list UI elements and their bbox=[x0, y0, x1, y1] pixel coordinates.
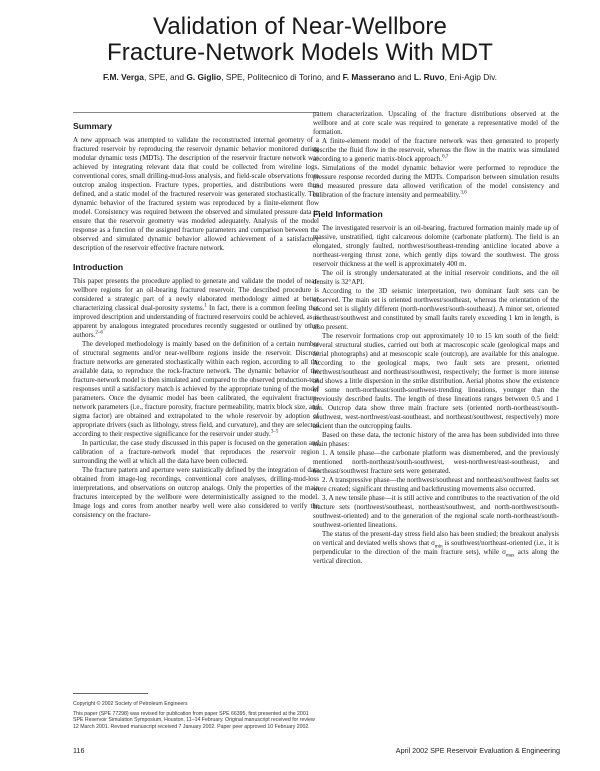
page-number: 116 bbox=[73, 746, 85, 755]
subscript: min bbox=[434, 544, 443, 550]
author-name: F.M. Verga bbox=[102, 72, 144, 82]
body-text: acts along the vertical direction. bbox=[313, 548, 559, 565]
field-paragraph-4: The reservoir formations crop out approximately 10 to 15 km south of the field: several structural studies, carried out both at macroscopic scale (geological maps and aerial photographs) and at mesoscopic scale (outcrop), are available for this analogue. According to the geological maps, two fault sets are present, oriented northwest/southeast and northeast/southwest, respectively; the former is more intense and shows a little dispersion in the strike distribution. Aerial photos show the existence of some north-northeast/south-southwest-trending lineations, younger than the previously described faults. The length of these lineations ranges between 0.5 and 1 km. Outcrop data show three main fracture sets (oriented north-northeast/south-southwest, west-northwest/east-southeast, and northeast/southwest, respectively) more ancient than the outcropping faults. bbox=[313, 332, 559, 430]
intro-text: This paper presents the procedure applied to generate and validate the model of near-wellbore regions for an oil-bearing fractured reservoir. The described procedure is considered a strategic part of a newly elaborated methodology aimed at better characterizing classical dual-porosity systems. bbox=[73, 277, 319, 312]
author-affiliation: , Eni-Agip Div. bbox=[444, 72, 497, 82]
reference-marker: 1 bbox=[204, 303, 207, 309]
field-information-heading: Field Information bbox=[313, 209, 383, 219]
author-affiliation: , SPE, Politecnico di Torino, and bbox=[221, 72, 343, 82]
phase-1-item: 1. A tensile phase—the carbonate platform was dismembered, and the previously mentioned north-northeast/south-southwest, west-northwest/east-southeast, and northeast/southwest fracture sets were generated. bbox=[313, 449, 559, 475]
field-paragraph-3: According to the 3D seismic interpretation, two dominant fault sets can be observed. The main set is oriented northwest/southeast, whereas the orientation of the second set is slightly different (north-northwest/south-southeast). A minor set, oriented northeast/southwest and constituted by small faults rarely exceeding 1 km in length, is also present. bbox=[313, 287, 559, 331]
left-column bbox=[73, 112, 319, 520]
body-text: is southwest/northeast-oriented (i.e., it is perpendicular to the direction of the main fracture sets), while σ bbox=[313, 539, 559, 556]
simulation-paragraph bbox=[313, 164, 559, 200]
field-paragraph-1: The investigated reservoir is an oil-bearing, fractured formation mainly made up of massive, unstratified, tight calcareous dolomite (carbonate platform). The field is an elongated, strongly faulted, northwest/southeast-trending anticline located above a northeast-verging thrust zone, which gently dips toward the southwest. The gross reservoir thickness at the well is approximately 400 m. bbox=[313, 224, 559, 268]
body-text: Simulations of the model dynamic behavior were performed to reproduce the pressure response recorded during the MDTs. Comparison between simulation results and measured pressure data allowed verification of the model consistency and calibration of the fracture intensity and permeability. bbox=[313, 164, 559, 199]
manuscript-history: This paper (SPE 77298) was revised for publication from paper SPE 66395, first presented at the 2001 SPE Reservoir Simulation Symposium, Houston, 11–14 February. Original manuscript received for review 12 March 2001. Revised manuscript received 7 January 2002. Paper peer approved 10 February 2002. bbox=[73, 710, 315, 730]
summary-paragraph: A new approach was attempted to validate the reconstructed internal geometry of a fractured reservoir by reproducing the reservoir dynamic behavior monitored during modular dynamic tests (MDTs). The description of the reservoir fracture network was achieved by integrating relevant data that could be collected from wireline logs, conventional cores, small drilling-mud-loss analysis, and field-scale observations from outcrop analog inspection. Fracture types, properties, and distributions were thus defined, and a static model of the fractured reservoir was generated stochastically. The dynamic behavior of the fractured system was reproduced by a finite-element flow model. Consistency was required between the observed and simulated pressure data to ensure that the reservoir geometry was modeled adequately. Analysis of the model response as a function of the assigned fracture parameters and comparison between the observed and simulated dynamic behavior allowed achievement of a satisfactory description of the reservoir effective fracture network. bbox=[73, 136, 319, 252]
continued-paragraph: pattern characterization. Upscaling of the fracture distributions observed at the wellbore and at core scale was required to generate a representative model of the formation. bbox=[313, 110, 559, 136]
model-paragraph bbox=[313, 137, 559, 164]
title-line-1: Validation of Near-Wellbore bbox=[153, 13, 447, 40]
field-paragraph-5: Based on these data, the tectonic history of the area has been subdivided into three main phases: bbox=[313, 431, 559, 448]
intro-paragraph-4: The fracture pattern and aperture were statistically defined by the integration of data obtained from image-log recordings, conventional core analyses, drilling-mud-loss interpretations, and observations on outcrop analogs. Only the properties of the main fractures intercepted by the wellbore were deterministically assigned to the model. Image logs and cores from another nearby well were also considered to verify the consistency on the fracture- bbox=[73, 466, 319, 519]
field-information-section bbox=[313, 209, 559, 566]
summary-heading: Summary bbox=[73, 121, 113, 131]
author-affiliation: and bbox=[395, 72, 414, 82]
author-line bbox=[40, 72, 560, 82]
body-text: The status of the present-day stress field also has been studied; the breakout analysis on vertical and deviated wells shows that σ bbox=[313, 530, 559, 547]
reference-marker: 3–5 bbox=[270, 429, 279, 435]
intro-paragraph-1 bbox=[73, 277, 319, 340]
intro-paragraph-3: In particular, the case study discussed in this paper is focused on the generation and calibration of a fracture-network model that reproduces the reservoir region surrounding the well at which all the data have been collected. bbox=[73, 439, 319, 465]
body-text: A finite-element model of the fracture network was then generated to properly describe the fluid flow in the reservoir, whereas the flow in the matrix was simulated according to a generic matrix-block approach. bbox=[313, 137, 559, 163]
footnote-rule bbox=[73, 693, 148, 694]
paper-title bbox=[40, 14, 560, 66]
phase-2-item: 2. A transpressive phase—the northwest/southeast and northeast/southwest faults set were created; significant thrusting and backthrusting movements also occurred. bbox=[313, 476, 559, 493]
intro-paragraph-2 bbox=[73, 340, 319, 439]
reference-marker: 6,7 bbox=[442, 154, 449, 160]
author-name: L. Ruvo bbox=[413, 72, 445, 82]
introduction-section bbox=[73, 262, 319, 520]
field-paragraph-2: The oil is strongly undersaturated at the initial reservoir conditions, and the oil density is 32°API. bbox=[313, 269, 559, 286]
intro-text: In fact, there is a common feeling that improved description and understanding of fractured reservoirs could be achieved, as is apparent by analogous integrated procedures recently suggested or outlined by other authors. bbox=[73, 304, 319, 339]
author-name: G. Giglio bbox=[186, 72, 222, 82]
footnote-block bbox=[73, 693, 319, 730]
reference-marker: 3,6 bbox=[460, 190, 467, 196]
journal-footer: April 2002 SPE Reservoir Evaluation & Engineering bbox=[395, 746, 560, 755]
intro-text: The developed methodology is mainly based on the definition of a certain number of structural segments and/or near-wellbore regions inside the reservoir. Discrete fracture networks are generated stochastically within each region, according to all the available data, to reproduce the rock-fracture network. The dynamic behavior of the fracture-network model is then simulated and compared to the observed production-test responses until a satisfactory match is achieved by the appropriate tuning of the model parameters. Once the dynamic model has been calibrated, the equivalent fracture-network parameters (i.e., fracture porosity, fracture permeability, matrix block size, and sigma factor) are obtained and extrapolated to the whole reservoir by adoption of appropriate drivers (such as lithology, stress field, and curvature), and they are selected according to their respective significance for the reservoir under study. bbox=[73, 340, 319, 438]
column-rule bbox=[73, 112, 319, 113]
right-column bbox=[313, 110, 559, 566]
reference-marker: 2–6 bbox=[95, 330, 103, 336]
author-affiliation: , SPE, and bbox=[143, 72, 187, 82]
subscript: max bbox=[505, 553, 515, 559]
stress-field-paragraph bbox=[313, 530, 559, 566]
author-name: F. Masserano bbox=[342, 72, 396, 82]
copyright-notice: Copyright © 2002 Society of Petroleum Engineers bbox=[73, 701, 188, 707]
introduction-heading: Introduction bbox=[73, 262, 124, 272]
title-line-2: Fracture-Network Models With MDT bbox=[107, 39, 493, 66]
phase-3-item: 3. A new tensile phase—it is still active and contributes to the reactivation of the old fracture sets (northwest/southeast, northeast/southwest, and north-northwest/south-southwest-oriented) and to the generation of the regional scale north-northeast/south-southwest-oriented lineations. bbox=[313, 494, 559, 529]
